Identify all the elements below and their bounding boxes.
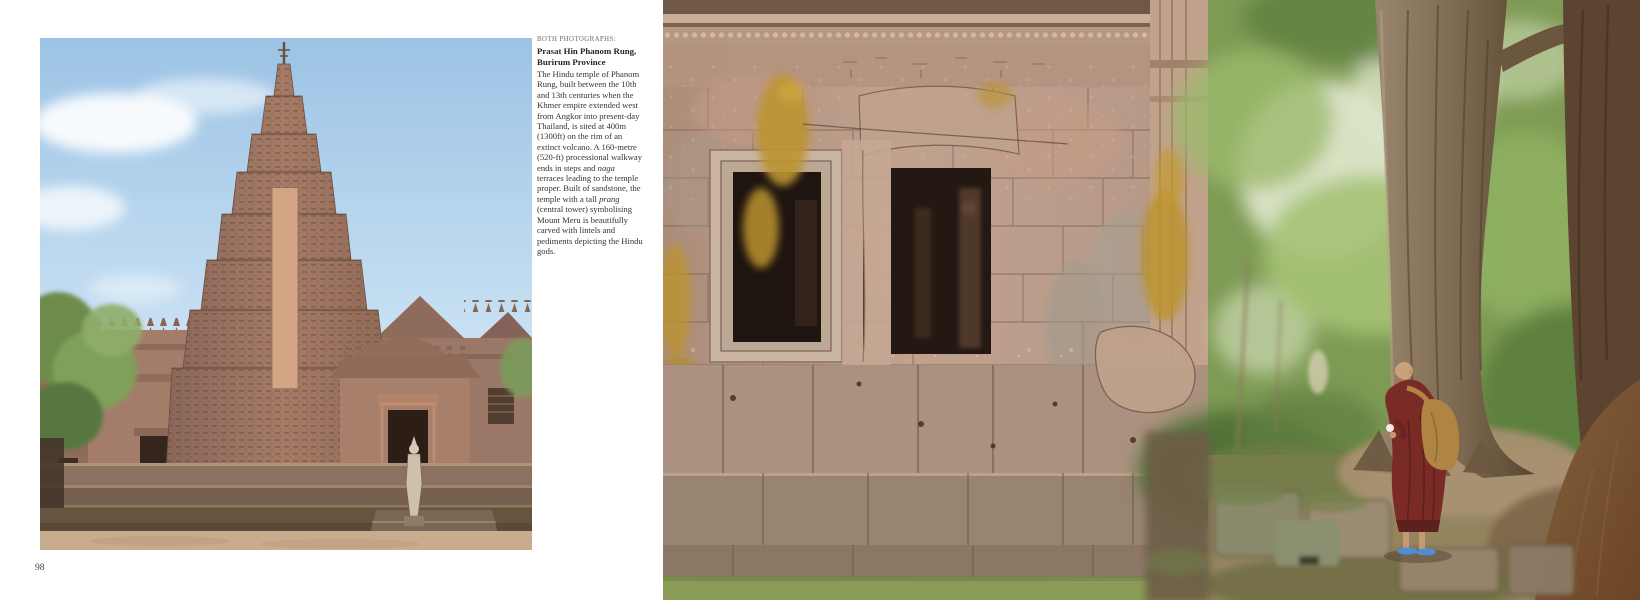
caption-term-prang: prang [599,193,620,204]
corner-shadow [1146,432,1210,600]
alms-cup [1386,424,1394,432]
left-photo-illustration [40,38,532,550]
window-right [891,168,991,354]
caption-title-line2: Burirum Province [537,57,606,67]
caption-body-segment: terraces leading to the temple proper. Built of sandstone, the temple with a tall [537,173,641,204]
caption-title-line1: Prasat Hin Phanom Rung, [537,46,637,56]
lit-front-pillar [272,188,298,388]
caption-term-naga: naga [597,162,615,173]
caption-block [537,36,643,256]
page-number: 98 [35,563,45,573]
sandy-ground [40,531,532,550]
caption-body-segment: The Hindu temple of Phanom Rung, built between the 10th and 13th centuries when the Khmer empire extended west from Angkor into present-day Thailand, is sited at 400m (1300ft) on the rim of an extinct volcano. A 160-metre (520-ft) processional walkway ends in steps and [537,69,643,173]
shadow-structure-left [40,438,64,508]
right-photo-illustration [663,0,1640,600]
central-pier [842,140,891,365]
caption-body [537,69,643,256]
caption-body-segment: (central tower) symbolising Mount Meru is beautifully carved with lintels and pediments depicting the Hindu gods. [537,204,643,256]
flip-flops [1397,548,1417,555]
right-temple-photo [663,0,1640,600]
cornice [663,0,1208,16]
credit-label: BOTH PHOTOGRAPHS: [537,36,617,43]
left-temple-photo [40,38,532,550]
